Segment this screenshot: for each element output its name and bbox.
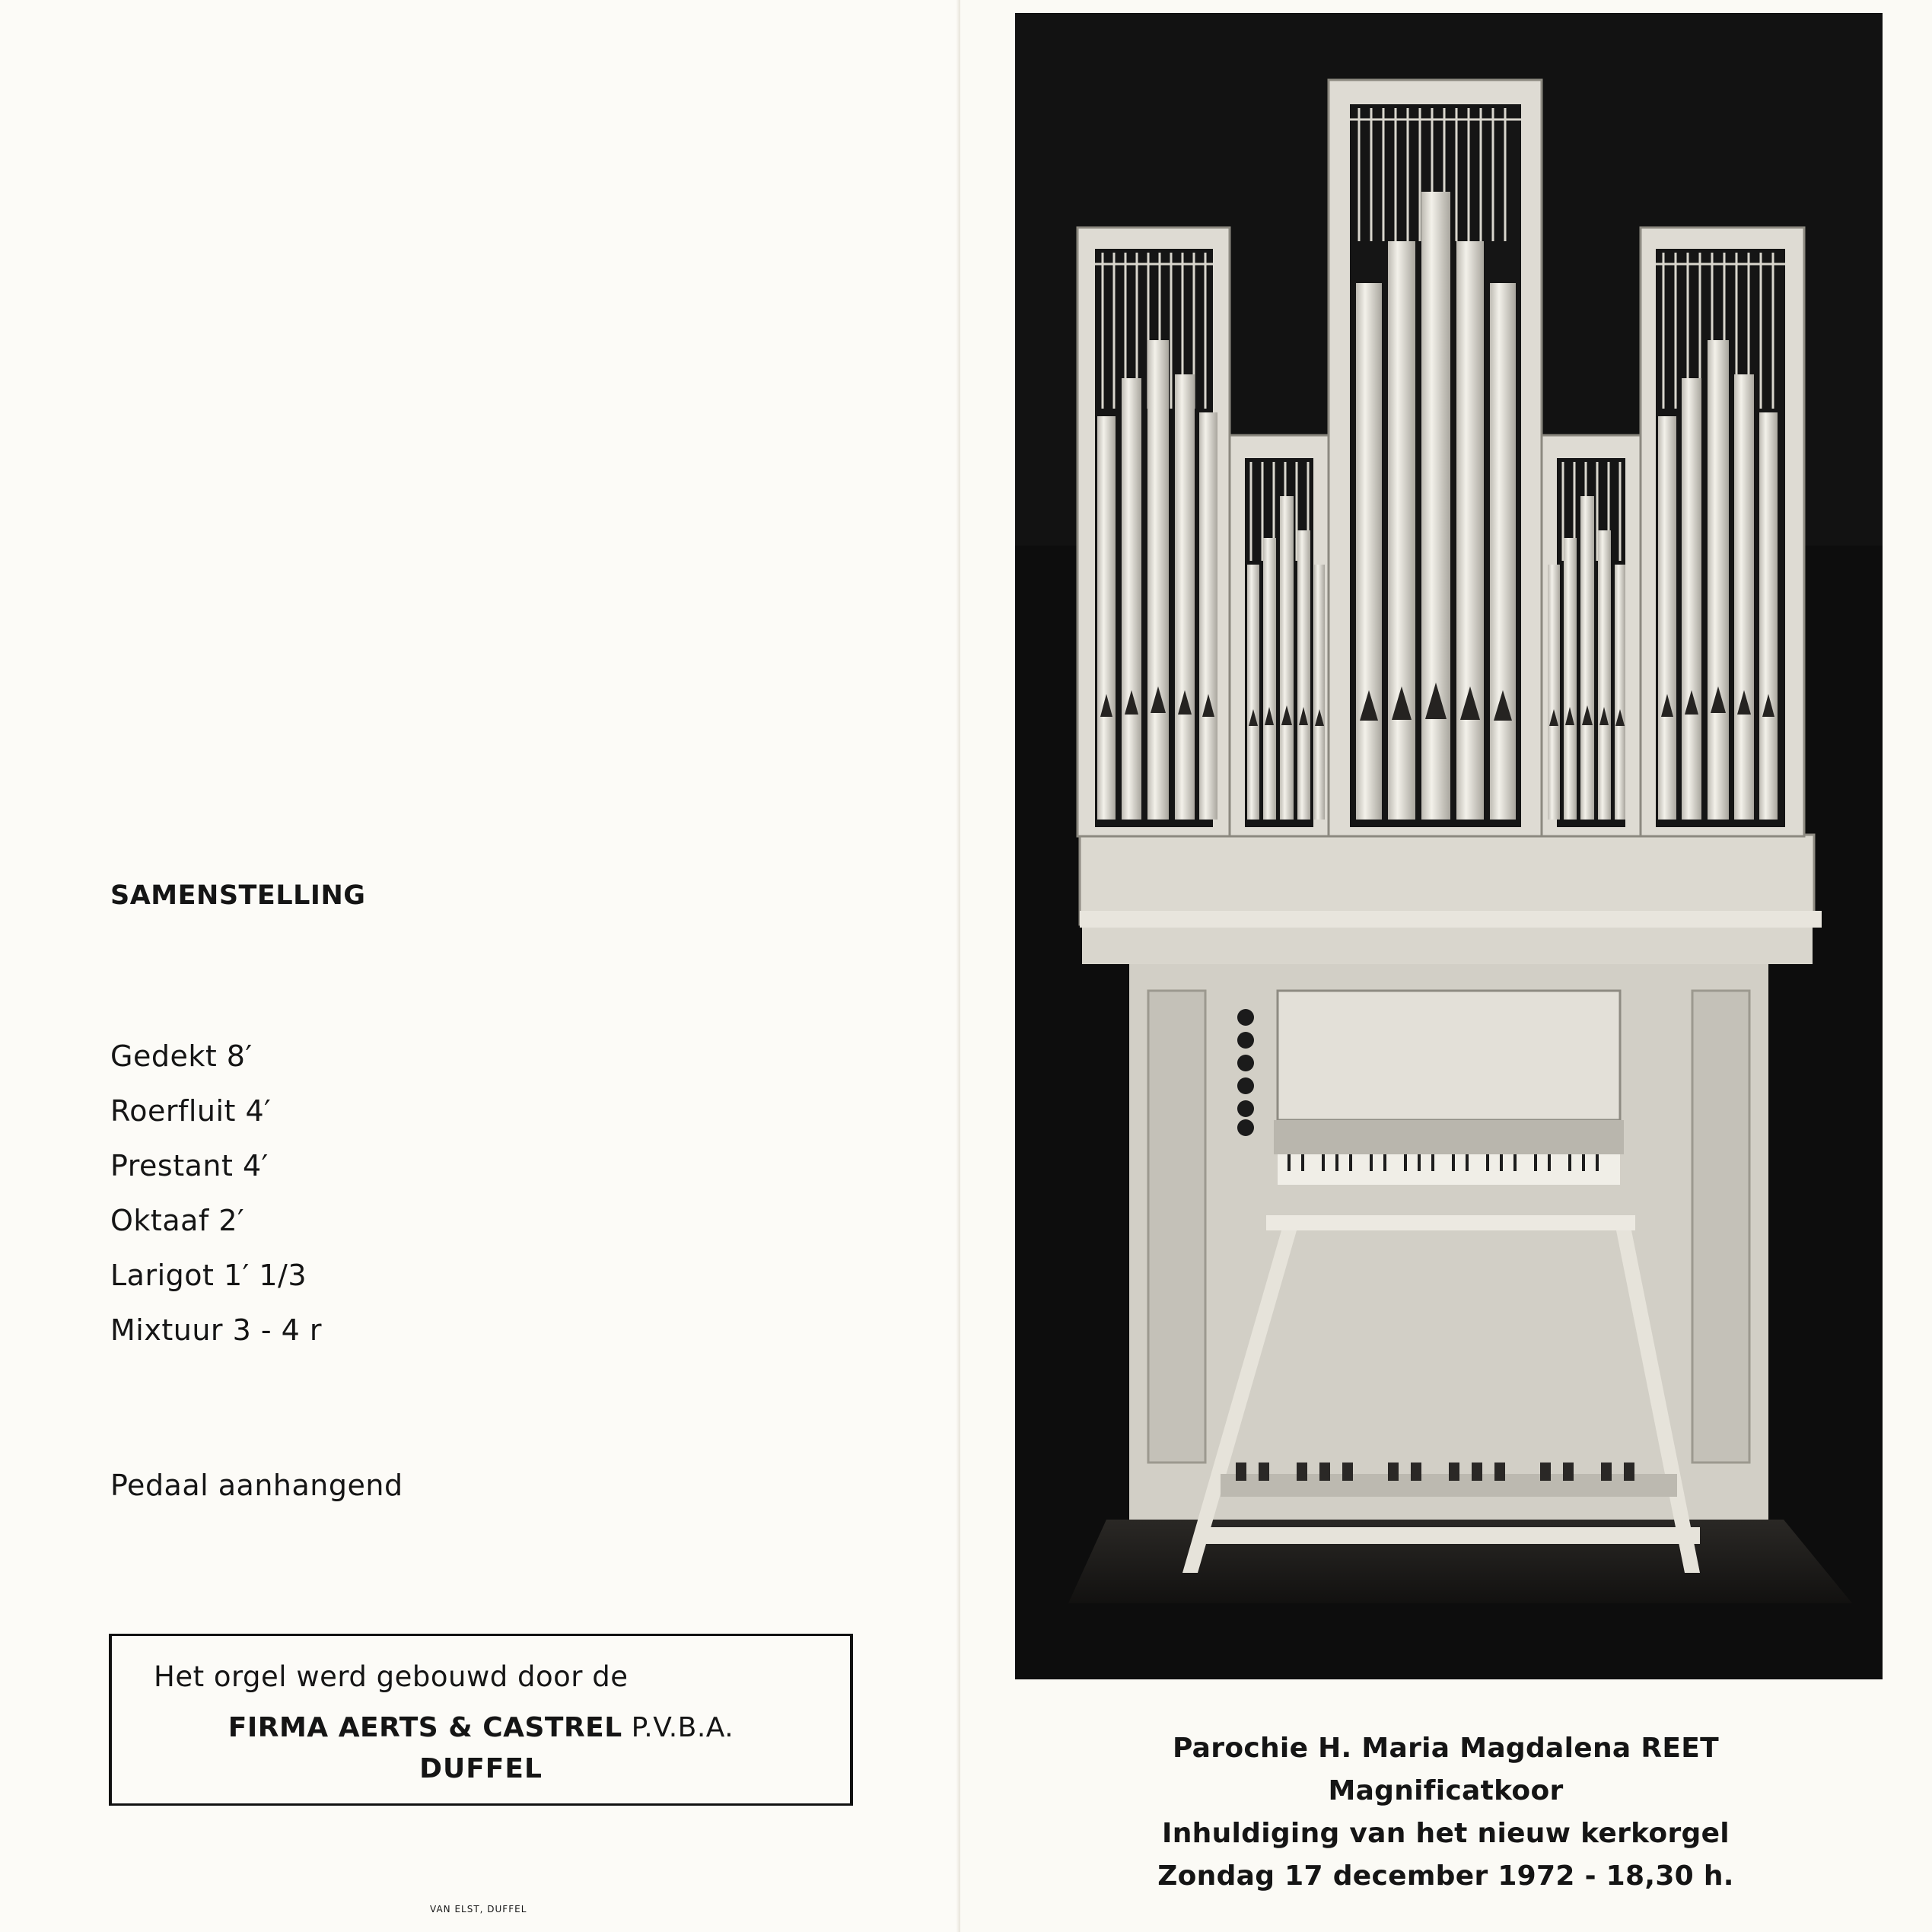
stop-item: Gedekt 8′ [110, 1039, 253, 1073]
stop-list [110, 1036, 322, 1365]
parish-line: Parochie H. Maria Magdalena REET [1172, 1733, 1720, 1764]
builder-box [109, 1634, 853, 1806]
firm-suffix: P.V.B.A. [631, 1712, 734, 1743]
printer-mark: VAN ELST, DUFFEL [430, 1904, 527, 1914]
event-date-line: Zondag 17 december 1972 - 18,30 h. [1157, 1860, 1734, 1892]
pedal-note: Pedaal aanhangend [110, 1469, 403, 1502]
stop-item: Larigot 1′ 1/3 [110, 1259, 307, 1292]
stop-item: Mixtuur 3 - 4 r [110, 1313, 323, 1347]
stop-item: Prestant 4′ [110, 1149, 269, 1182]
music-desk [1278, 991, 1620, 1120]
organ-photo [1015, 13, 1883, 1679]
choir-line: Magnificatkoor [1328, 1775, 1564, 1806]
builder-firm [112, 1712, 850, 1743]
builder-intro: Het orgel werd gebouwd door de [154, 1660, 629, 1693]
event-info [1111, 1727, 1781, 1898]
firm-name: FIRMA AERTS & CASTREL [228, 1712, 622, 1743]
organ-illustration [1015, 13, 1883, 1679]
section-heading: SAMENSTELLING [110, 880, 366, 911]
left-page [0, 0, 960, 1932]
event-title-line: Inhuldiging van het nieuw kerkorgel [1162, 1818, 1730, 1849]
stop-item: Roerfluit 4′ [110, 1094, 272, 1128]
stop-item: Oktaaf 2′ [110, 1204, 245, 1237]
bench-top [1266, 1215, 1635, 1230]
builder-city: DUFFEL [419, 1753, 543, 1784]
